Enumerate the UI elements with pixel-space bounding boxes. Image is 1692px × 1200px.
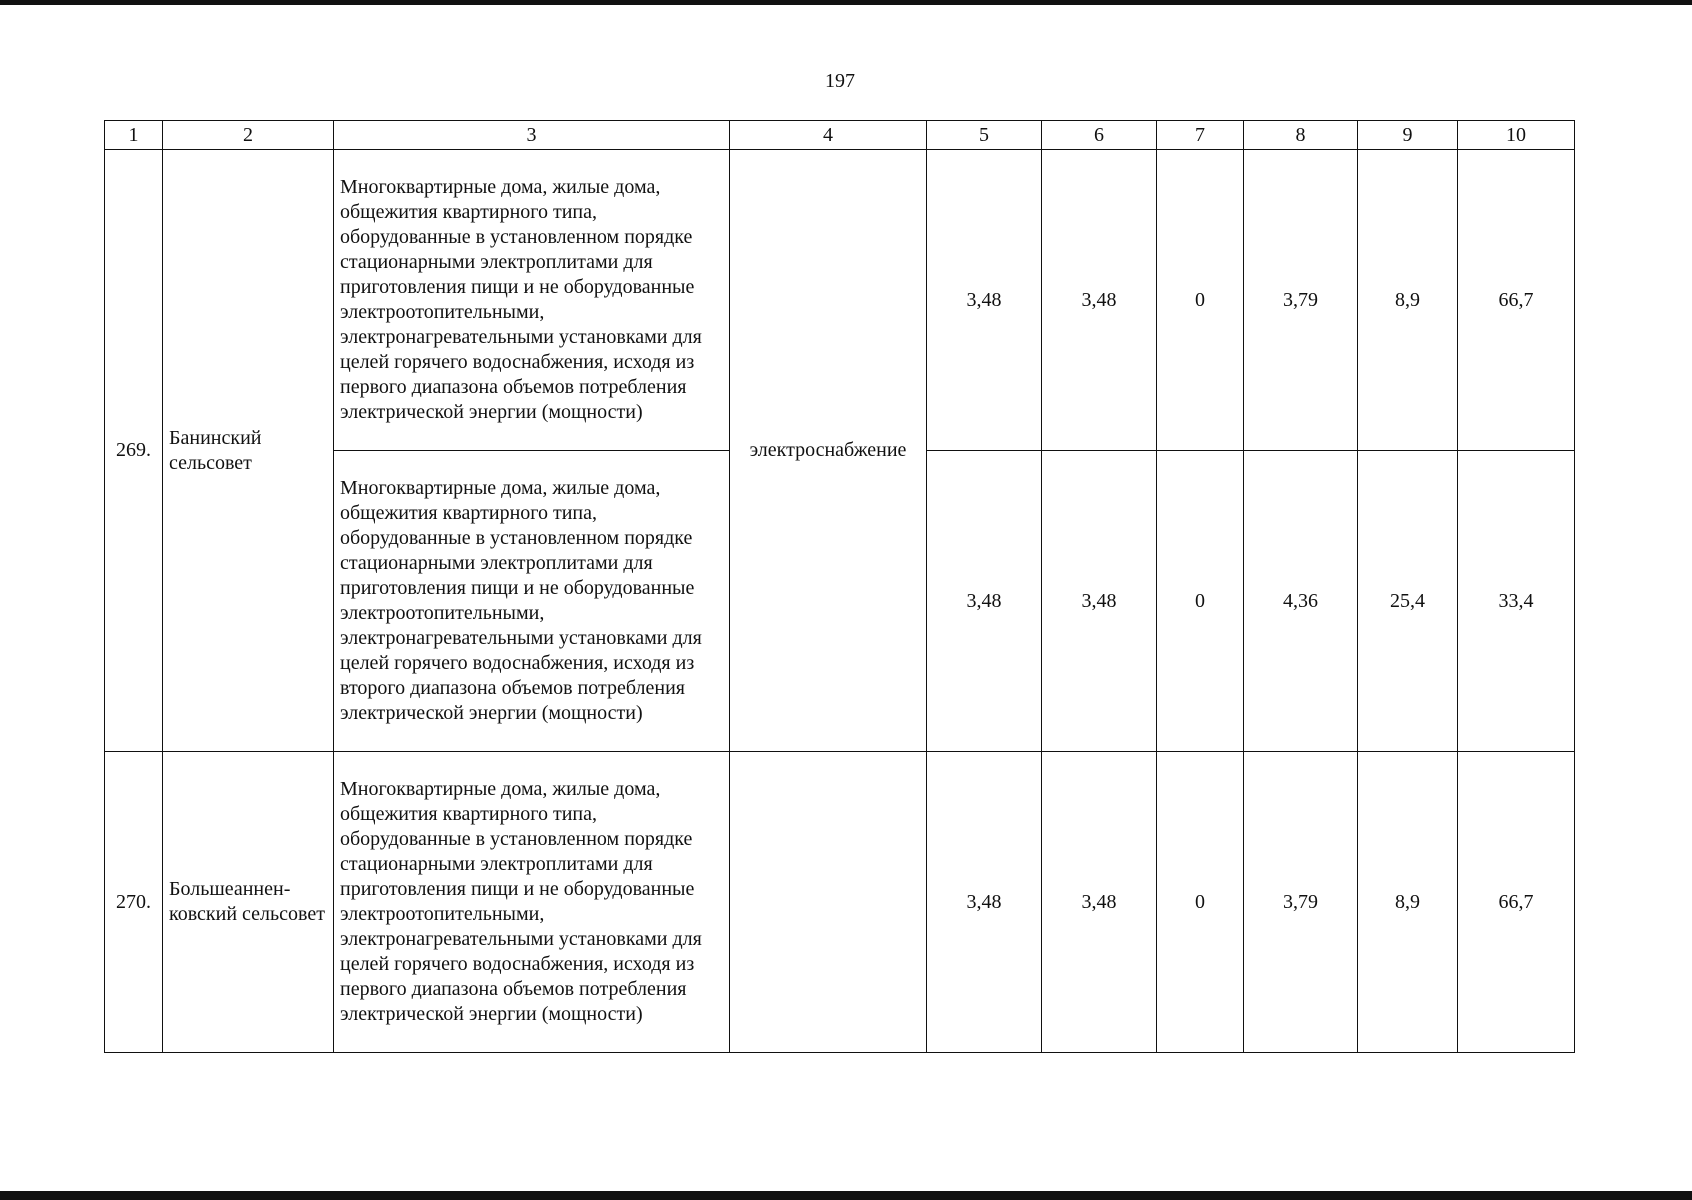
header-cell-2: 2 [163, 121, 334, 150]
value-col-7: 0 [1157, 752, 1244, 1053]
value-col-9: 8,9 [1358, 752, 1458, 1053]
scan-edge-bottom [0, 1191, 1692, 1200]
norms-table [104, 120, 1575, 1053]
value-col-8: 4,36 [1244, 451, 1358, 752]
service-type [730, 752, 927, 1053]
category-description: Многоквартирные дома, жилые дома, общежития квартирного типа, оборудованные в установленном порядке стационарными электроплитами для приготовления пищи и не оборудованные электроотопительными, электронагревательными установками для целей горячего водоснабжения, исходя из первого диапазона объемов потребления электрической энергии (мощности) [334, 150, 730, 451]
header-cell-7: 7 [1157, 121, 1244, 150]
table-row [105, 752, 1575, 1053]
value-col-5: 3,48 [927, 150, 1042, 451]
header-cell-6: 6 [1042, 121, 1157, 150]
value-col-10: 66,7 [1458, 752, 1575, 1053]
header-cell-9: 9 [1358, 121, 1458, 150]
value-col-7: 0 [1157, 150, 1244, 451]
row-number: 269. [105, 150, 163, 752]
header-cell-8: 8 [1244, 121, 1358, 150]
value-col-9: 8,9 [1358, 150, 1458, 451]
value-col-6: 3,48 [1042, 150, 1157, 451]
value-col-10: 66,7 [1458, 150, 1575, 451]
value-col-6: 3,48 [1042, 451, 1157, 752]
category-description: Многоквартирные дома, жилые дома, общежития квартирного типа, оборудованные в установленном порядке стационарными электроплитами для приготовления пищи и не оборудованные электроотопительными, электронагревательными установками для целей горячего водоснабжения, исходя из второго диапазона объемов потребления электрической энергии (мощности) [334, 451, 730, 752]
service-type: электроснабжение [730, 150, 927, 752]
header-cell-1: 1 [105, 121, 163, 150]
row-number: 270. [105, 752, 163, 1053]
scan-edge-top [0, 0, 1692, 5]
page-number: 197 [825, 70, 855, 92]
header-row [105, 121, 1575, 150]
header-cell-5: 5 [927, 121, 1042, 150]
settlement-name: Банинский сельсовет [163, 150, 334, 752]
value-col-6: 3,48 [1042, 752, 1157, 1053]
value-col-7: 0 [1157, 451, 1244, 752]
value-col-9: 25,4 [1358, 451, 1458, 752]
value-col-8: 3,79 [1244, 150, 1358, 451]
category-description: Многоквартирные дома, жилые дома, общежития квартирного типа, оборудованные в установленном порядке стационарными электроплитами для приготовления пищи и не оборудованные электроотопительными, электронагревательными установками для целей горячего водоснабжения, исходя из первого диапазона объемов потребления электрической энергии (мощности) [334, 752, 730, 1053]
settlement-name: Большеаннен-ковский сельсовет [163, 752, 334, 1053]
value-col-5: 3,48 [927, 752, 1042, 1053]
header-cell-4: 4 [730, 121, 927, 150]
table-row [105, 150, 1575, 451]
value-col-8: 3,79 [1244, 752, 1358, 1053]
header-cell-3: 3 [334, 121, 730, 150]
header-cell-10: 10 [1458, 121, 1575, 150]
value-col-5: 3,48 [927, 451, 1042, 752]
value-col-10: 33,4 [1458, 451, 1575, 752]
